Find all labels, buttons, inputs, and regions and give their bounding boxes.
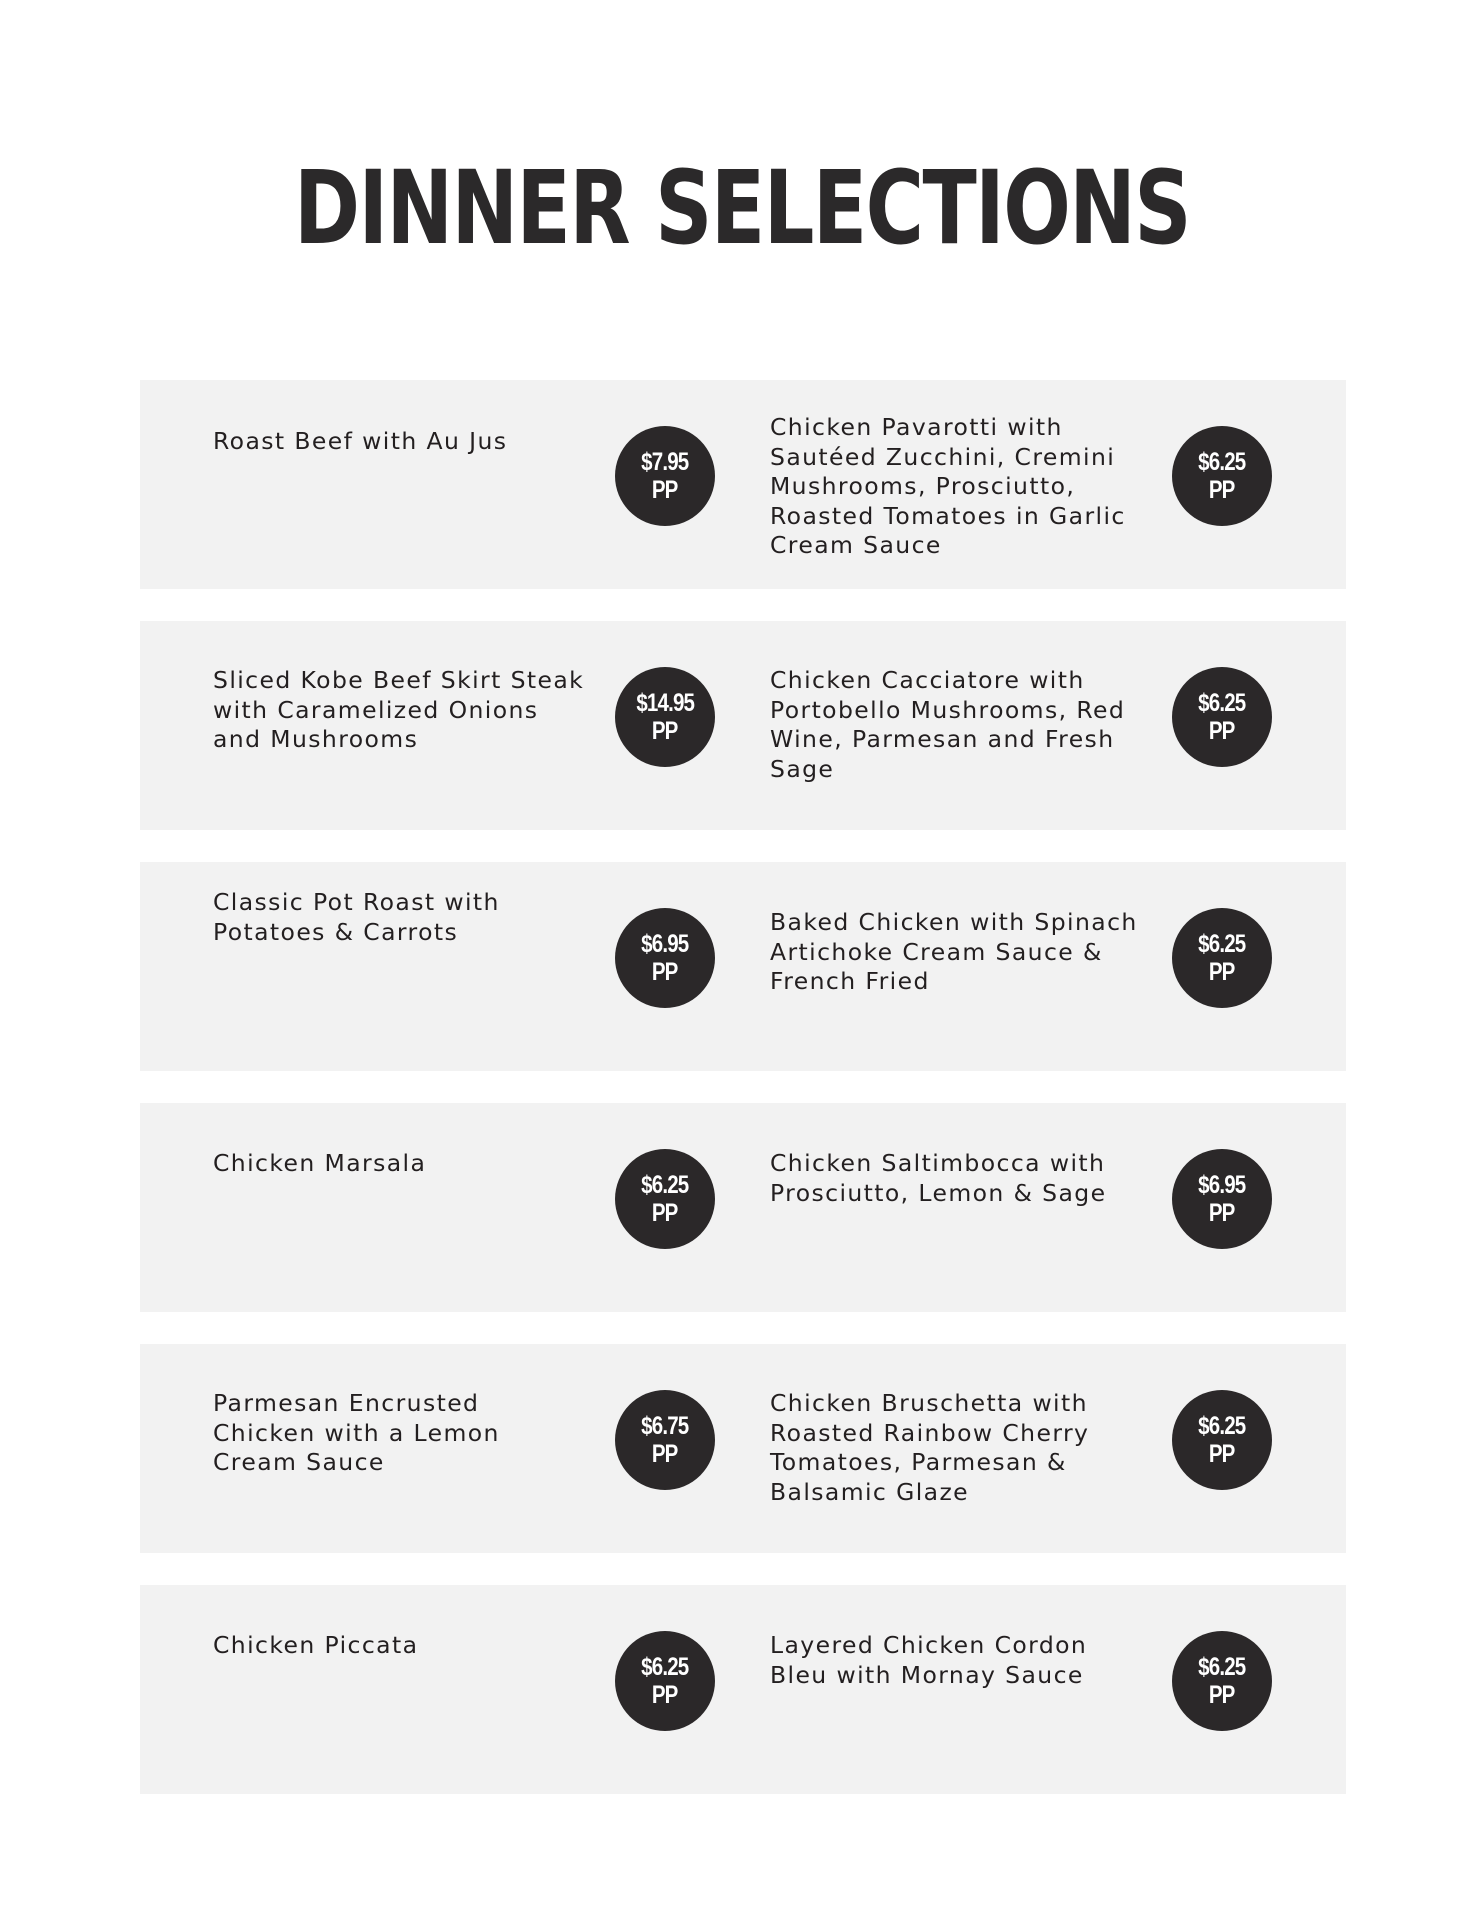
menu-item-name: Chicken Cacciatore with Portobello Mushrooms, Red Wine, Parmesan and Fresh Sage — [770, 666, 1126, 783]
price-unit: PP — [1209, 958, 1235, 986]
price-badge — [1172, 426, 1272, 526]
price-badge — [615, 1631, 715, 1731]
price-amount: $6.25 — [1198, 448, 1246, 476]
price-badge — [1172, 908, 1272, 1008]
price-amount: $6.25 — [1198, 930, 1246, 958]
price-badge — [1172, 667, 1272, 767]
menu-row — [140, 621, 1346, 830]
menu-item-name: Chicken Piccata — [213, 1631, 419, 1659]
price-unit: PP — [1209, 1681, 1235, 1709]
price-unit: PP — [1209, 476, 1235, 504]
price-badge — [1172, 1631, 1272, 1731]
price-amount: $6.75 — [641, 1412, 689, 1440]
price-amount: $6.25 — [1198, 689, 1246, 717]
menu-row — [140, 1585, 1346, 1794]
price-amount: $6.25 — [1198, 1653, 1246, 1681]
menu-row — [140, 862, 1346, 1071]
menu-item — [213, 862, 703, 1071]
menu-row — [140, 380, 1346, 589]
menu-item — [770, 1585, 1270, 1794]
menu-item-name: Baked Chicken with Spinach Artichoke Cream Sauce & French Fried — [770, 908, 1138, 995]
price-unit: PP — [1209, 717, 1235, 745]
price-badge — [1172, 1390, 1272, 1490]
price-unit: PP — [652, 717, 678, 745]
price-badge — [615, 426, 715, 526]
price-amount: $14.95 — [636, 689, 694, 717]
menu-item — [770, 1103, 1270, 1312]
menu-row — [140, 1103, 1346, 1312]
price-unit: PP — [652, 958, 678, 986]
price-badge — [615, 1149, 715, 1249]
menu-item — [213, 621, 703, 830]
price-unit: PP — [652, 1199, 678, 1227]
menu-item-name: Chicken Marsala — [213, 1149, 427, 1177]
menu-item-name: Layered Chicken Cordon Bleu with Mornay Sauce — [770, 1631, 1088, 1689]
price-amount: $6.25 — [1198, 1412, 1246, 1440]
menu-row — [140, 1344, 1346, 1553]
price-amount: $6.95 — [641, 930, 689, 958]
menu-item — [770, 380, 1270, 589]
price-unit: PP — [1209, 1440, 1235, 1468]
menu-item-name: Chicken Pavarotti with Sautéed Zucchini, Cremini Mushrooms, Prosciutto, Roasted Tomatoes in Garlic Cream Sauce — [770, 413, 1126, 559]
price-amount: $6.25 — [641, 1653, 689, 1681]
menu-item — [770, 621, 1270, 830]
menu-item — [213, 1103, 703, 1312]
menu-item-name: Chicken Bruschetta with Roasted Rainbow Cherry Tomatoes, Parmesan & Balsamic Glaze — [770, 1389, 1090, 1506]
menu-item-name: Sliced Kobe Beef Skirt Steak with Caramelized Onions and Mushrooms — [213, 666, 585, 753]
menu-item-name: Parmesan Encrusted Chicken with a Lemon Cream Sauce — [213, 1389, 500, 1476]
menu-item — [770, 862, 1270, 1071]
menu-item-name: Chicken Saltimbocca with Prosciutto, Lemon & Sage — [770, 1149, 1107, 1207]
price-amount: $7.95 — [641, 448, 689, 476]
menu-item — [213, 380, 703, 589]
price-unit: PP — [1209, 1199, 1235, 1227]
price-badge — [1172, 1149, 1272, 1249]
menu-item — [213, 1344, 703, 1553]
price-badge — [615, 667, 715, 767]
price-badge — [615, 1390, 715, 1490]
page-title: DINNER SELECTIONS — [293, 149, 1191, 268]
menu-item — [770, 1344, 1270, 1553]
price-badge — [615, 908, 715, 1008]
price-amount: $6.95 — [1198, 1171, 1246, 1199]
price-unit: PP — [652, 1681, 678, 1709]
price-amount: $6.25 — [641, 1171, 689, 1199]
price-unit: PP — [652, 1440, 678, 1468]
menu-item — [213, 1585, 703, 1794]
menu-item-name: Roast Beef with Au Jus — [213, 427, 508, 455]
menu-list — [140, 380, 1346, 1826]
price-unit: PP — [652, 476, 678, 504]
menu-item-name: Classic Pot Roast with Potatoes & Carrots — [213, 888, 500, 946]
